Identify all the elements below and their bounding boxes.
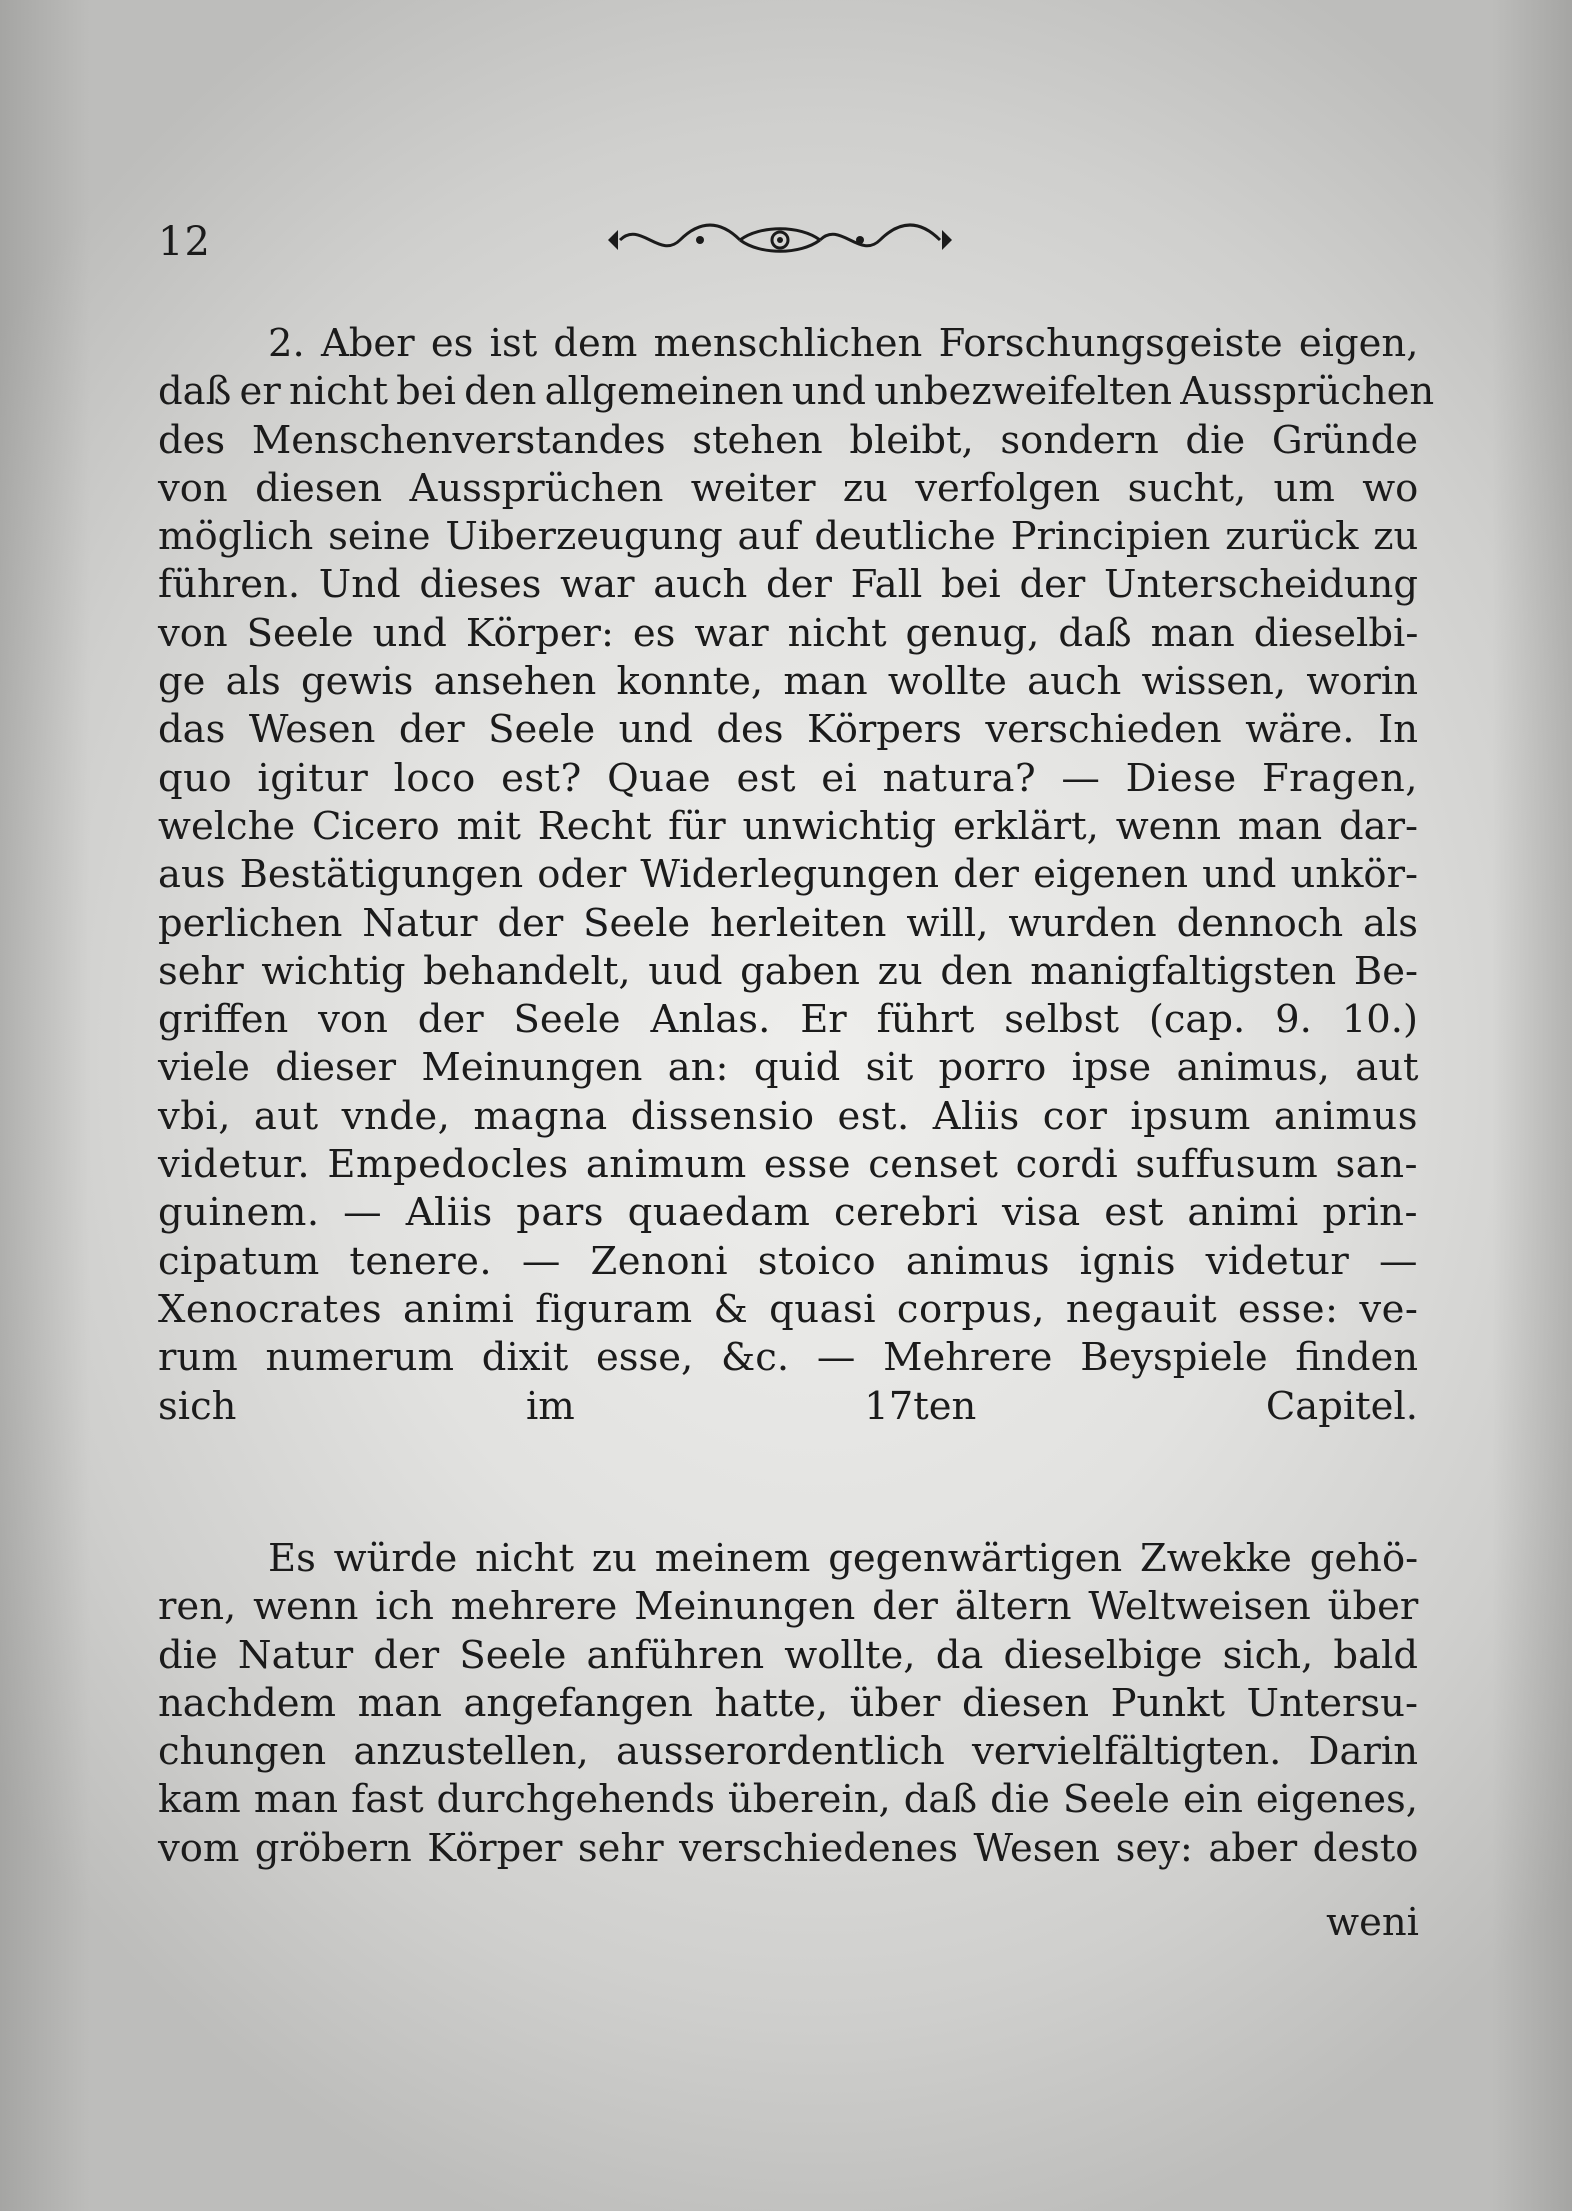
text-line: rum numerum dixit esse, &c. — Mehrere Beyspiele finden bbox=[158, 1335, 1419, 1381]
paragraph-1 bbox=[158, 320, 1435, 1431]
text-line: viele dieser Meinungen an: quid sit porro ipse animus, aut bbox=[158, 1045, 1419, 1091]
text-line: von Seele und Körper: es war nicht genug, daß man dieselbi- bbox=[158, 610, 1419, 656]
text-line: griffen von der Seele Anlas. Er führt selbst (cap. 9. 10.) bbox=[158, 997, 1418, 1043]
text-line: welche Cicero mit Recht für unwichtig erklärt, wenn man dar- bbox=[158, 803, 1418, 849]
text-line: das Wesen der Seele und des Körpers verschieden wäre. In bbox=[158, 707, 1418, 753]
text-line: videtur. Empedocles animum esse censet cordi suffusum san- bbox=[158, 1142, 1418, 1188]
text-line: führen. Und dieses war auch der Fall bei der Unterscheidung bbox=[158, 562, 1418, 608]
page-shadow-right bbox=[1492, 0, 1572, 2211]
text-line: Xenocrates animi figuram & quasi corpus, negauit esse: ve- bbox=[158, 1286, 1419, 1332]
text-line: ren, wenn ich mehrere Meinungen der ältern Weltweisen über bbox=[158, 1584, 1419, 1630]
text-line: die Natur der Seele anführen wollte, da dieselbige sich, bald bbox=[158, 1632, 1418, 1678]
text-line: daß er nicht bei den allgemeinen und unbezweifelten Aussprüchen bbox=[158, 369, 1435, 415]
text-line: chungen anzustellen, ausserordentlich vervielfältigten. Darin bbox=[158, 1729, 1418, 1775]
text-line: ge als gewis ansehen konnte, man wollte auch wissen, worin bbox=[158, 659, 1418, 705]
text-line: Es würde nicht zu meinem gegenwärtigen Zwekke gehö- bbox=[268, 1536, 1419, 1581]
text-line: möglich seine Uiberzeugung auf deutliche Principien zurück zu bbox=[158, 514, 1419, 560]
text-line: sich im 17ten Capitel. bbox=[158, 1383, 1418, 1429]
text-line: sehr wichtig behandelt, uud gaben zu den manigfaltigsten Be- bbox=[158, 948, 1418, 994]
text-line: kam man fast durchgehends überein, daß die Seele ein eigenes, bbox=[158, 1777, 1418, 1823]
text-line: quo igitur loco est? Quae est ei natura? — Diese Fragen, bbox=[158, 755, 1418, 801]
text-line: des Menschenverstandes stehen bleibt, sondern die Gründe bbox=[158, 417, 1418, 463]
paragraph-2 bbox=[158, 1535, 1418, 1873]
page-shadow-left bbox=[0, 0, 90, 2211]
text-line: guinem. — Aliis pars quaedam cerebri visa est animi prin- bbox=[158, 1190, 1418, 1236]
text-line: vom gröbern Körper sehr verschiedenes Wesen sey: aber desto bbox=[158, 1825, 1419, 1871]
text-line: vbi, aut vnde, magna dissensio est. Aliis cor ipsum animus bbox=[158, 1093, 1418, 1139]
text-line: 2. Aber es ist dem menschlichen Forschungsgeiste eigen, bbox=[268, 321, 1419, 366]
page-number: 12 bbox=[158, 219, 211, 265]
text-line: von diesen Aussprüchen weiter zu verfolgen sucht, um wo bbox=[158, 465, 1419, 511]
catchword: weni bbox=[1326, 1900, 1419, 1945]
text-line: aus Bestätigungen oder Widerlegungen der eigenen und unkör- bbox=[158, 852, 1418, 898]
text-line: perlichen Natur der Seele herleiten will, wurden dennoch als bbox=[158, 900, 1419, 946]
ornament-header bbox=[600, 205, 960, 275]
text-line: nachdem man angefangen hatte, über diesen Punkt Untersu- bbox=[158, 1680, 1418, 1726]
text-line: cipatum tenere. — Zenoni stoico animus ignis videtur — bbox=[158, 1238, 1418, 1284]
